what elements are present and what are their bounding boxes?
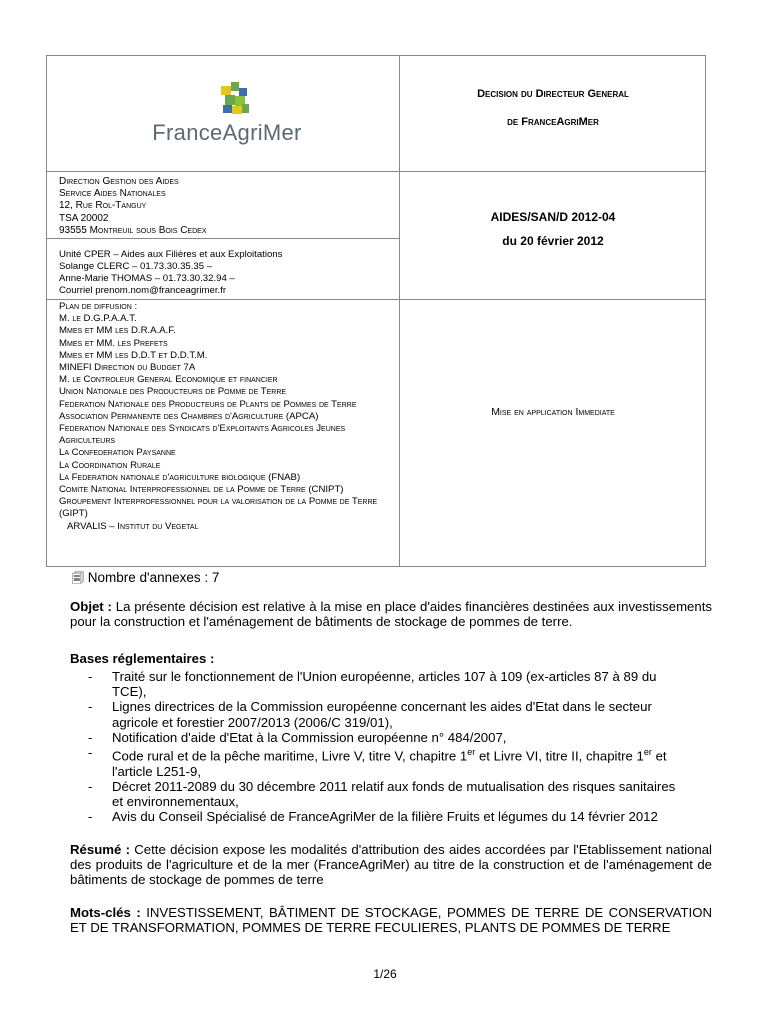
address-line: TSA 20002 xyxy=(59,212,109,224)
address-line: 93555 Montreuil sous Bois Cedex xyxy=(59,224,207,236)
franceagrimer-logo xyxy=(147,86,307,156)
logo-mark-icon xyxy=(147,80,307,120)
unit-line: Solange CLERC – 01.73.30.35.35 – xyxy=(59,261,213,272)
address-line: Service Aides Nationales xyxy=(59,188,166,200)
bases-title: Bases réglementaires : xyxy=(70,651,215,666)
distribution-line: Federation Nationale des Syndicats d'Exploitants Agricoles Jeunes Agriculteurs xyxy=(59,423,346,447)
document-icon: 🗐 xyxy=(72,571,84,585)
distribution-line: Groupement Interprofessionnel pour la valorisation de la Pomme de Terre (GIPT) xyxy=(59,496,378,520)
resume-label: Résumé : xyxy=(70,842,130,857)
distribution-line: M. le D.G.P.A.A.T. xyxy=(59,313,137,325)
list-item: - Traité sur le fonctionnement de l'Union européenne, articles 107 à 109 (ex-articles 87 à 89 du TCE), xyxy=(88,669,684,699)
objet-paragraph xyxy=(70,599,712,629)
list-item: - Code rural et de la pêche maritime, Livre V, titre V, chapitre 1er et Livre VI, titre II, chapitre 1er et l'article L251-9, xyxy=(88,745,684,779)
distribution-line: La Confederation Paysanne xyxy=(59,447,176,459)
address-line: 12, Rue Rol-Tanguy xyxy=(59,200,147,212)
distribution-line: Association Permanente des Chambres d'Agriculture (APCA) xyxy=(59,410,319,422)
application-status: Mise en application Immediate xyxy=(491,406,615,418)
distribution-list xyxy=(59,301,394,533)
page-number: 1/26 xyxy=(373,967,397,981)
keywords-text: INVESTISSEMENT, BÂTIMENT DE STOCKAGE, POMMES DE TERRE DE CONSERVATION ET DE TRANSFORMATION, POMMES DE TERRE FECULIERES, PLANTS DE POMMES DE TERRE xyxy=(70,905,713,936)
distribution-line: Mmes et MM. les Prefets xyxy=(59,337,168,349)
distribution-line: Mmes et MM les D.D.T et D.D.T.M. xyxy=(59,349,208,361)
distribution-line: M. le Controleur General Economique et financier xyxy=(59,374,278,386)
keywords-paragraph xyxy=(70,905,712,935)
list-item: - Lignes directrices de la Commission européenne concernant les aides d'Etat dans le secteur agricole et forestier 2007/2013 (2006/C 319/01), xyxy=(88,699,684,729)
reference-block xyxy=(400,172,706,299)
distribution-line: Comite National Interprofessionnel de la Pomme de Terre (CNIPT) xyxy=(59,484,344,496)
list-item: - Décret 2011-2089 du 30 décembre 2011 relatif aux fonds de mutualisation des risques sanitaires et environnementaux, xyxy=(88,779,684,809)
list-item: - Avis du Conseil Spécialisé de FranceAgriMer de la filière Fruits et légumes du 14 février 2012 xyxy=(88,809,684,824)
annexes-text: Nombre d'annexes : 7 xyxy=(87,570,220,585)
distribution-line: Union Nationale des Producteurs de Pomme de Terre xyxy=(59,386,287,398)
resume-text: Cette décision expose les modalités d'attribution des aides accordées par l'Etablissement national des produits de l'agriculture et de la mer (FranceAgriMer) au titre de la construction et de l'aménagement de bâtiments de stockage de pommes de terre xyxy=(70,842,712,888)
distribution-line: Plan de diffusion : xyxy=(59,301,138,312)
distribution-line: Federation Nationale des Producteurs de Plants de Pommes de Terre xyxy=(59,398,357,410)
table-divider-2 xyxy=(47,299,705,300)
objet-text: La présente décision est relative à la mise en place d'aides financières destinées aux investissements pour la construction et l'aménagement de bâtiments de stockage de pommes de terre. xyxy=(70,599,712,630)
address-block xyxy=(59,176,394,237)
keywords-label: Mots-clés : xyxy=(70,905,141,920)
unit-line: Anne-Marie THOMAS – 01.73.30.32.94 – xyxy=(59,273,235,284)
resume-paragraph xyxy=(70,842,712,888)
annexes-count xyxy=(72,569,219,590)
distribution-line: ARVALIS – Institut du Vegetal xyxy=(67,520,199,532)
list-item: - Notification d'aide d'Etat à la Commission européenne n° 484/2007, xyxy=(88,730,684,745)
unit-line: Unité CPER – Aides aux Filières et aux Exploitations xyxy=(59,249,283,260)
decision-title-line2: de FranceAgriMer xyxy=(507,116,599,128)
distribution-line: MINEFI Direction du Budget 7A xyxy=(59,362,196,374)
objet-label: Objet : xyxy=(70,599,112,614)
distribution-line: La Federation nationale d'agriculture biologique (FNAB) xyxy=(59,471,301,483)
unit-line: Courriel prenom.nom@franceagrimer.fr xyxy=(59,285,227,296)
logo-text: FranceAgriMer xyxy=(152,120,302,145)
distribution-line: Mmes et MM les D.R.A.A.F. xyxy=(59,325,176,337)
decision-title-line1: Decision du Directeur General xyxy=(477,88,629,100)
header-table xyxy=(46,55,706,567)
table-divider-1b xyxy=(47,238,400,239)
decision-title xyxy=(400,56,706,171)
bases-list xyxy=(88,669,684,824)
distribution-line: La Coordination Rurale xyxy=(59,459,161,471)
unit-contact-block xyxy=(59,249,394,297)
address-line: Direction Gestion des Aides xyxy=(59,176,179,187)
reference-code: AIDES/SAN/D 2012-04 xyxy=(490,210,616,224)
reference-date: du 20 février 2012 xyxy=(502,234,604,248)
